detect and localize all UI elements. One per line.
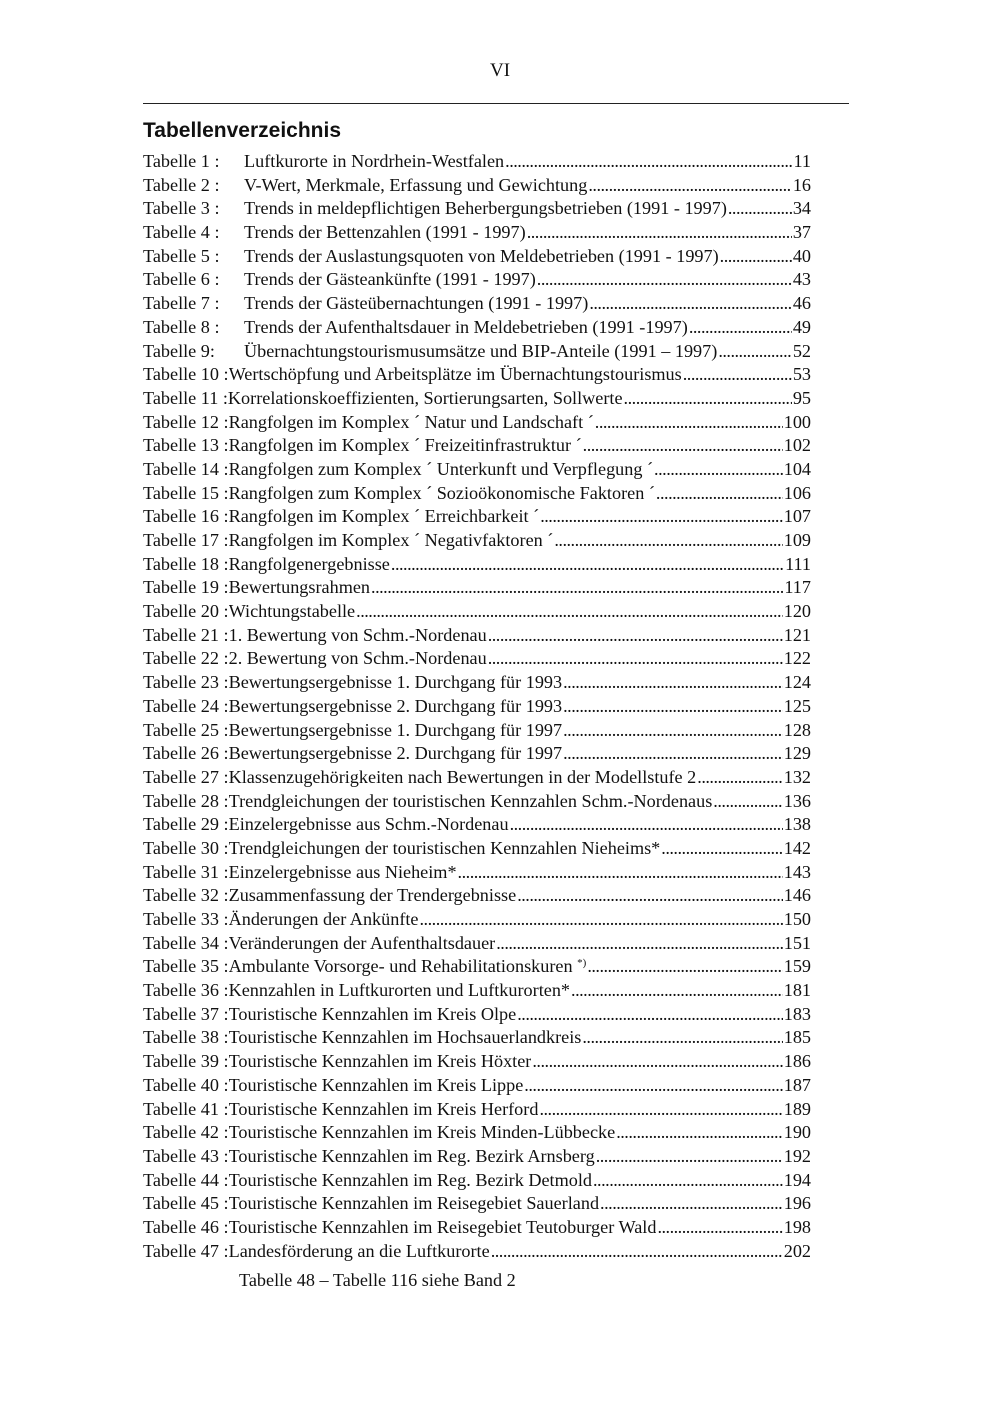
toc-entry-title-text: Zusammenfassung der Trendergebnisse: [228, 885, 517, 906]
dot-leader: [563, 671, 783, 695]
toc-entry-label: Tabelle 30 :: [143, 837, 229, 858]
dot-leader: [524, 1074, 782, 1098]
toc-entry-label: Tabelle 45 :: [143, 1193, 229, 1214]
dot-leader: [505, 150, 792, 174]
toc-entry[interactable]: [143, 150, 811, 174]
dot-leader: [689, 316, 792, 340]
toc-entry-title-text: Trends in meldepflichtigen Beherbergungsbetrieben (1991 - 1997): [244, 198, 727, 219]
toc-entry-title: [229, 790, 713, 814]
toc-entry-page-number: 146: [783, 885, 811, 906]
dot-leader: [517, 884, 783, 908]
toc-entry-title: [244, 245, 719, 269]
toc-entry[interactable]: [143, 790, 811, 814]
toc-entry-title: [229, 719, 563, 743]
toc-entry-title: [229, 1169, 592, 1193]
dot-leader: [624, 387, 792, 411]
dot-leader: [589, 292, 792, 316]
dot-leader: [593, 1169, 783, 1193]
toc-entry-title-text: Rangfolgen im Komplex ´ Natur und Landschaft ´: [228, 411, 594, 432]
toc-entry-title-text: Änderungen der Ankünfte: [228, 909, 419, 929]
toc-entry-title: [229, 671, 563, 695]
toc-entry-page-number: 142: [783, 837, 811, 858]
dot-leader: [510, 813, 783, 837]
toc-entry-page-number: 34: [792, 198, 811, 219]
toc-entry[interactable]: [143, 245, 811, 269]
toc-entry-label: Tabelle 38 :: [143, 1027, 229, 1048]
dot-leader: [600, 1192, 783, 1216]
page-number: VI: [489, 60, 511, 81]
toc-entry-title-text: 1. Bewertung von Schm.-Nordenau: [228, 624, 487, 645]
toc-entry-label: Tabelle 44 :: [143, 1169, 229, 1190]
toc-entry-page-number: 202: [783, 1240, 811, 1261]
toc-entry-page-number: 196: [783, 1193, 811, 1214]
toc-entry-page-number: 186: [783, 1051, 811, 1072]
toc-entry-page-number: 138: [783, 814, 811, 835]
toc-entry-page-number: 106: [783, 482, 811, 503]
toc-entry-title-text: Rangfolgen im Komplex ´ Negativfaktoren ´: [228, 530, 554, 550]
toc-entry-page-number: 102: [783, 435, 811, 456]
dot-leader: [532, 1050, 782, 1074]
toc-entry-title-text: 2. Bewertung von Schm.-Nordenau: [228, 648, 487, 669]
toc-entry-title-text: Ambulante Vorsorge- und Rehabilitationskuren: [228, 956, 573, 977]
toc-entry-title-text: Touristische Kennzahlen im Kreis Höxter: [228, 1051, 532, 1072]
toc-entry-label: Tabelle 2 :: [143, 174, 220, 195]
toc-entry-label: Tabelle 13 :: [143, 435, 229, 456]
toc-entry-label: Tabelle 24 :: [143, 695, 229, 716]
dot-leader: [420, 908, 783, 932]
dot-leader: [527, 221, 792, 245]
toc-entry-page-number: 43: [792, 269, 811, 290]
toc-entry-title-text: Trends der Bettenzahlen (1991 - 1997): [244, 222, 526, 243]
toc-entry-page-number: 16: [792, 174, 811, 195]
toc-entry[interactable]: [143, 719, 811, 743]
toc-entry[interactable]: [143, 600, 811, 624]
toc-entry-title: [244, 174, 587, 198]
toc-entry-title: [229, 1145, 595, 1169]
toc-entry-label: Tabelle 43 :: [143, 1145, 229, 1166]
toc-entry-page-number: 190: [783, 1122, 811, 1143]
toc-entry-title: [244, 316, 688, 340]
toc-entry-title: [229, 1026, 582, 1050]
toc-entry-label: Tabelle 39 :: [143, 1051, 229, 1072]
toc-entry-title: [244, 292, 588, 316]
dot-leader: [563, 742, 783, 766]
toc-entry-title-text: Touristische Kennzahlen im Kreis Minden-Lübbecke: [228, 1122, 616, 1143]
toc-entry-title-text: Touristische Kennzahlen im Reisegebiet Teutoburger Wald: [228, 1216, 657, 1237]
toc-entry-title: [229, 1216, 657, 1240]
toc-entry-label: Tabelle 21 :: [143, 624, 229, 645]
toc-entry-label: Tabelle 46 :: [143, 1216, 229, 1237]
toc-entry-title-text: Landesförderung an die Luftkurorte: [228, 1240, 490, 1261]
toc-entry-page-number: 117: [784, 577, 811, 598]
toc-entry[interactable]: [143, 908, 811, 932]
toc-entry-page-number: 100: [783, 411, 811, 432]
toc-entry-title-text: Rangfolgenergebnisse: [228, 553, 390, 574]
toc-entry-label: Tabelle 10 :: [143, 364, 229, 385]
dot-leader: [656, 482, 783, 506]
toc-entry[interactable]: [143, 979, 811, 1003]
toc-entry-page-number: 159: [783, 956, 811, 977]
toc-entry-title-text: Touristische Kennzahlen im Kreis Lippe: [228, 1074, 524, 1095]
toc-entry-label: Tabelle 29 :: [143, 814, 229, 835]
toc-entry-page-number: 49: [792, 316, 811, 337]
toc-entry-title: [229, 1050, 532, 1074]
toc-entry[interactable]: [143, 932, 811, 956]
toc-entry-page-number: 185: [783, 1027, 811, 1048]
dot-leader: [713, 790, 782, 814]
toc-entry[interactable]: [143, 861, 811, 885]
dot-leader: [657, 1216, 782, 1240]
header-rule: [143, 103, 849, 104]
toc-entry-footnote-mark: *): [577, 957, 587, 970]
toc-entry-label: Tabelle 36 :: [143, 980, 229, 1001]
toc-entry-page-number: 192: [783, 1145, 811, 1166]
toc-entry-title: [229, 1074, 524, 1098]
toc-entry-title-text: Bewertungsergebnisse 1. Durchgang für 1993: [228, 672, 563, 693]
toc-entry-title: [229, 1098, 539, 1122]
toc-entry-title-text: V-Wert, Merkmale, Erfassung und Gewichtung: [244, 174, 588, 195]
toc-entry-title: [229, 1121, 616, 1145]
toc-entry-title-text: Bewertungsergebnisse 2. Durchgang für 1993: [228, 695, 563, 716]
toc-entry-title-text: Touristische Kennzahlen im Hochsauerlandkreis: [228, 1027, 582, 1048]
dot-leader: [654, 458, 783, 482]
dot-leader: [458, 861, 783, 885]
dot-leader: [517, 1003, 783, 1027]
toc-entry-page-number: 125: [783, 695, 811, 716]
toc-entry[interactable]: [143, 576, 811, 600]
toc-entry-title-text: Wertschöpfung und Arbeitsplätze im Übernachtungstourismus: [228, 364, 682, 385]
toc-entry-page-number: 122: [783, 648, 811, 669]
toc-entry-page-number: 124: [783, 672, 811, 693]
toc-entry[interactable]: [143, 197, 811, 221]
toc-entry[interactable]: [143, 1169, 811, 1193]
toc-entry-page-number: 129: [783, 743, 811, 764]
dot-leader: [371, 576, 783, 600]
toc-entry-page-number: 194: [783, 1169, 811, 1190]
toc-entry-page-number: 104: [783, 458, 811, 479]
toc-entry[interactable]: [143, 1074, 811, 1098]
dot-leader: [391, 553, 784, 577]
toc-entry-label: Tabelle 3 :: [143, 198, 220, 219]
toc-entry-label: Tabelle 20 :: [143, 601, 229, 622]
toc-entry-label: Tabelle 40 :: [143, 1074, 229, 1095]
toc-entry-title: [229, 955, 587, 979]
toc-entry-title-text: Trends der Auslastungsquoten von Meldebetrieben (1991 - 1997): [244, 245, 719, 266]
toc-entry[interactable]: [143, 837, 811, 861]
toc-entry-title-text: Touristische Kennzahlen im Reisegebiet Sauerland: [228, 1193, 600, 1214]
dot-leader: [583, 434, 783, 458]
toc-entry[interactable]: [143, 1121, 811, 1145]
toc-entry-title: [229, 813, 509, 837]
toc-entry[interactable]: [143, 1098, 811, 1122]
toc-entry-title: [229, 458, 653, 482]
toc-entry-label: Tabelle 8 :: [143, 316, 220, 337]
toc-entry-title: [229, 576, 370, 600]
toc-entry-label: Tabelle 41 :: [143, 1098, 229, 1119]
toc-entry[interactable]: [143, 624, 811, 648]
dot-leader: [563, 695, 783, 719]
toc-entry-label: Tabelle 28 :: [143, 790, 229, 811]
toc-entry-title: [229, 861, 457, 885]
toc-entry[interactable]: [143, 553, 811, 577]
toc-entry-label: Tabelle 25 :: [143, 719, 229, 740]
toc-entry-label: Tabelle 4 :: [143, 222, 220, 243]
toc-entry-page-number: 151: [783, 932, 811, 953]
dot-leader: [588, 174, 791, 198]
toc-entry-page-number: 46: [792, 293, 811, 314]
toc-entry-title: [229, 884, 517, 908]
toc-entry-page-number: 183: [783, 1003, 811, 1024]
toc-entry-title: [229, 600, 356, 624]
toc-entry-page-number: 107: [783, 506, 811, 527]
toc-entry[interactable]: [143, 647, 811, 671]
dot-leader: [563, 719, 783, 743]
toc-entry-title: [229, 742, 563, 766]
toc-entry-title-text: Einzelergebnisse aus Nieheim*: [228, 861, 457, 882]
toc-entry[interactable]: [143, 434, 811, 458]
toc-entry-label: Tabelle 12 :: [143, 411, 229, 432]
toc-entry-title: [229, 624, 487, 648]
toc-entry-title-text: Bewertungsergebnisse 1. Durchgang für 1997: [228, 719, 563, 740]
toc-entry-label: Tabelle 15 :: [143, 482, 229, 503]
toc-entry-title: [229, 979, 570, 1003]
toc-entry-label: Tabelle 17 :: [143, 530, 229, 550]
toc-entry-title: [229, 505, 540, 529]
toc-entry[interactable]: [143, 1026, 811, 1050]
toc-entry-page-number: 150: [783, 909, 811, 929]
toc-entry-title: [229, 434, 582, 458]
toc-entry-page-number: 95: [792, 387, 811, 408]
toc-entry-title-text: Rangfolgen zum Komplex ´ Unterkunft und Verpflegung ´: [228, 458, 654, 479]
toc-entry-label: Tabelle 42 :: [143, 1122, 229, 1143]
toc-entry[interactable]: [143, 316, 811, 340]
toc-entry[interactable]: [143, 221, 811, 245]
toc-entry[interactable]: [143, 505, 811, 529]
toc-entry[interactable]: [143, 458, 811, 482]
toc-entry-title-text: Trends der Aufenthaltsdauer in Meldebetrieben (1991 -1997): [244, 316, 688, 337]
toc-entry-label: Tabelle 5 :: [143, 245, 220, 266]
toc-entry-page-number: 198: [783, 1216, 811, 1237]
toc-entry-title: [229, 482, 655, 506]
toc-entry-label: Tabelle 16 :: [143, 506, 229, 527]
page-title: Tabellenverzeichnis: [143, 119, 342, 142]
toc-entry-title: [229, 647, 487, 671]
dot-leader: [540, 505, 783, 529]
toc-entry-label: Tabelle 33 :: [143, 909, 229, 929]
toc-entry-title: [244, 197, 727, 221]
toc-entry[interactable]: [143, 813, 811, 837]
toc-entry-title: [228, 387, 623, 411]
toc-entry[interactable]: [143, 884, 811, 908]
toc-entry-title-text: Übernachtungstourismusumsätze und BIP-Anteile (1991 – 1997): [244, 340, 718, 361]
toc-entry-label: Tabelle 37 :: [143, 1003, 229, 1024]
toc-entry-title: [229, 411, 594, 435]
toc-entry-label: Tabelle 26 :: [143, 743, 229, 764]
toc-entry-title-text: Wichtungstabelle: [228, 601, 356, 622]
dot-leader: [488, 647, 783, 671]
toc-entry-title-text: Trendgleichungen der touristischen Kennzahlen Schm.-Nordenaus: [228, 790, 713, 811]
toc-entry-label: Tabelle 27 :: [143, 766, 229, 787]
toc-entry-title-text: Touristische Kennzahlen im Kreis Olpe: [228, 1003, 517, 1024]
toc-entry[interactable]: [143, 742, 811, 766]
toc-entry-page-number: 143: [783, 861, 811, 882]
toc-entry[interactable]: [143, 482, 811, 506]
toc-entry[interactable]: [143, 1192, 811, 1216]
toc-entry-page-number: 181: [783, 980, 811, 1001]
dot-leader: [496, 932, 782, 956]
toc-entry-page-number: 53: [792, 364, 811, 385]
toc-entry-label: Tabelle 34 :: [143, 932, 229, 953]
toc-entry-title-text: Luftkurorte in Nordrhein-Westfalen: [244, 151, 505, 171]
toc-entry-label: Tabelle 31 :: [143, 861, 229, 882]
toc-entry-title: [229, 932, 496, 956]
dot-leader: [488, 624, 783, 648]
toc-entry-title: [229, 766, 697, 790]
dot-leader: [661, 837, 782, 861]
toc-entry[interactable]: [143, 340, 811, 364]
dot-leader: [683, 363, 792, 387]
toc-entry-page-number: 187: [783, 1074, 811, 1095]
table-of-tables: [143, 150, 811, 1263]
toc-entry-label: Tabelle 22 :: [143, 648, 229, 669]
dot-leader: [720, 245, 792, 269]
toc-entry[interactable]: [143, 1216, 811, 1240]
toc-entry-page-number: 11: [793, 151, 811, 171]
toc-entry-title: [229, 553, 390, 577]
toc-entry[interactable]: [143, 1145, 811, 1169]
toc-entry-label: Tabelle 19 :: [143, 577, 229, 598]
toc-entry-title: [244, 150, 504, 174]
toc-entry-title: [229, 529, 554, 553]
dot-leader: [718, 340, 792, 364]
toc-entry-title-text: Trends der Gästeankünfte (1991 - 1997): [244, 269, 536, 290]
toc-entry-title-text: Rangfolgen im Komplex ´ Erreichbarkeit ´: [228, 506, 540, 527]
toc-entry-title: [229, 695, 563, 719]
toc-entry[interactable]: [143, 671, 811, 695]
toc-entry[interactable]: [143, 174, 811, 198]
toc-entry-page-number: 189: [783, 1098, 811, 1119]
toc-entry-title: [244, 340, 717, 364]
dot-leader: [539, 1098, 782, 1122]
toc-entry-label: Tabelle 47 :: [143, 1240, 229, 1261]
toc-entry-title-text: Trendgleichungen der touristischen Kennzahlen Nieheims*: [228, 837, 661, 858]
toc-entry[interactable]: [143, 292, 811, 316]
toc-entry-label: Tabelle 32 :: [143, 885, 229, 906]
toc-entry-title: [229, 1240, 490, 1264]
toc-entry[interactable]: [143, 387, 811, 411]
toc-entry-page-number: 111: [785, 553, 811, 574]
toc-entry-label: Tabelle 35 :: [143, 956, 229, 977]
toc-entry-title-text: Touristische Kennzahlen im Reg. Bezirk Detmold: [228, 1169, 592, 1190]
dot-leader: [728, 197, 792, 221]
toc-entry-title: [229, 363, 682, 387]
toc-entry-title-text: Bewertungsrahmen: [228, 577, 371, 598]
toc-entry-page-number: 37: [792, 222, 811, 243]
toc-entry[interactable]: [143, 411, 811, 435]
toc-entry-title-text: Veränderungen der Aufenthaltsdauer: [228, 932, 496, 953]
toc-entry-label: Tabelle 23 :: [143, 672, 229, 693]
toc-entry-label: Tabelle 6 :: [143, 269, 220, 290]
toc-entry-label: Tabelle 11 :: [143, 387, 228, 408]
toc-entry[interactable]: [143, 766, 811, 790]
toc-entry-title: [229, 837, 661, 861]
toc-entry-page-number: 109: [783, 530, 811, 550]
toc-entry[interactable]: [143, 1050, 811, 1074]
dot-leader: [587, 955, 782, 979]
toc-entry[interactable]: [143, 363, 811, 387]
dot-leader: [697, 766, 782, 790]
toc-entry-page-number: 120: [783, 601, 811, 622]
toc-entry-page-number: 52: [792, 340, 811, 361]
toc-entry-title-text: Korrelationskoeffizienten, Sortierungsarten, Sollwerte: [227, 387, 623, 408]
toc-entry-label: Tabelle 18 :: [143, 553, 229, 574]
toc-entry-title: [229, 908, 419, 932]
toc-entry-page-number: 121: [783, 624, 811, 645]
toc-entry-title: [229, 1003, 517, 1027]
dot-leader: [616, 1121, 783, 1145]
dot-leader: [356, 600, 783, 624]
toc-entry-label: Tabelle 1 :: [143, 151, 220, 171]
toc-entry-page-number: 132: [783, 766, 811, 787]
toc-entry-title-text: Touristische Kennzahlen im Reg. Bezirk Arnsberg: [228, 1145, 595, 1166]
toc-entry-title: [244, 268, 536, 292]
toc-entry-label: Tabelle 14 :: [143, 458, 229, 479]
dot-leader: [596, 1145, 783, 1169]
toc-entry[interactable]: [143, 695, 811, 719]
dot-leader: [491, 1240, 783, 1264]
toc-entry-title-text: Kennzahlen in Luftkurorten und Luftkurorten*: [228, 980, 571, 1001]
toc-entry[interactable]: [143, 1003, 811, 1027]
toc-entry[interactable]: [143, 529, 811, 553]
toc-entry-title-text: Rangfolgen im Komplex ´ Freizeitinfrastruktur ´: [228, 435, 582, 456]
dot-leader: [571, 979, 783, 1003]
toc-entry[interactable]: [143, 1240, 811, 1264]
footer-note: Tabelle 48 – Tabelle 116 siehe Band 2: [239, 1270, 516, 1290]
dot-leader: [554, 529, 782, 553]
toc-entry-title-text: Klassenzugehörigkeiten nach Bewertungen in der Modellstufe 2: [228, 766, 697, 787]
dot-leader: [537, 268, 792, 292]
toc-entry-title: [244, 221, 526, 245]
dot-leader: [582, 1026, 782, 1050]
toc-entry-title: [229, 1192, 599, 1216]
toc-entry-title-text: Rangfolgen zum Komplex ´ Sozioökonomische Faktoren ´: [228, 482, 655, 503]
toc-entry-label: Tabelle 7 :: [143, 293, 220, 314]
toc-entry-page-number: 40: [792, 245, 811, 266]
toc-entry-label: Tabelle 9:: [143, 340, 215, 361]
toc-entry[interactable]: [143, 268, 811, 292]
toc-entry-page-number: 128: [783, 719, 811, 740]
toc-entry[interactable]: [143, 955, 811, 979]
toc-entry-title-text: Trends der Gästeübernachtungen (1991 - 1997): [244, 293, 589, 314]
dot-leader: [595, 411, 783, 435]
toc-entry-title-text: Touristische Kennzahlen im Kreis Herford: [228, 1098, 539, 1119]
toc-entry-page-number: 136: [783, 790, 811, 811]
toc-entry-title-text: Einzelergebnisse aus Schm.-Nordenau: [228, 814, 509, 835]
toc-entry-title-text: Bewertungsergebnisse 2. Durchgang für 1997: [228, 743, 563, 764]
